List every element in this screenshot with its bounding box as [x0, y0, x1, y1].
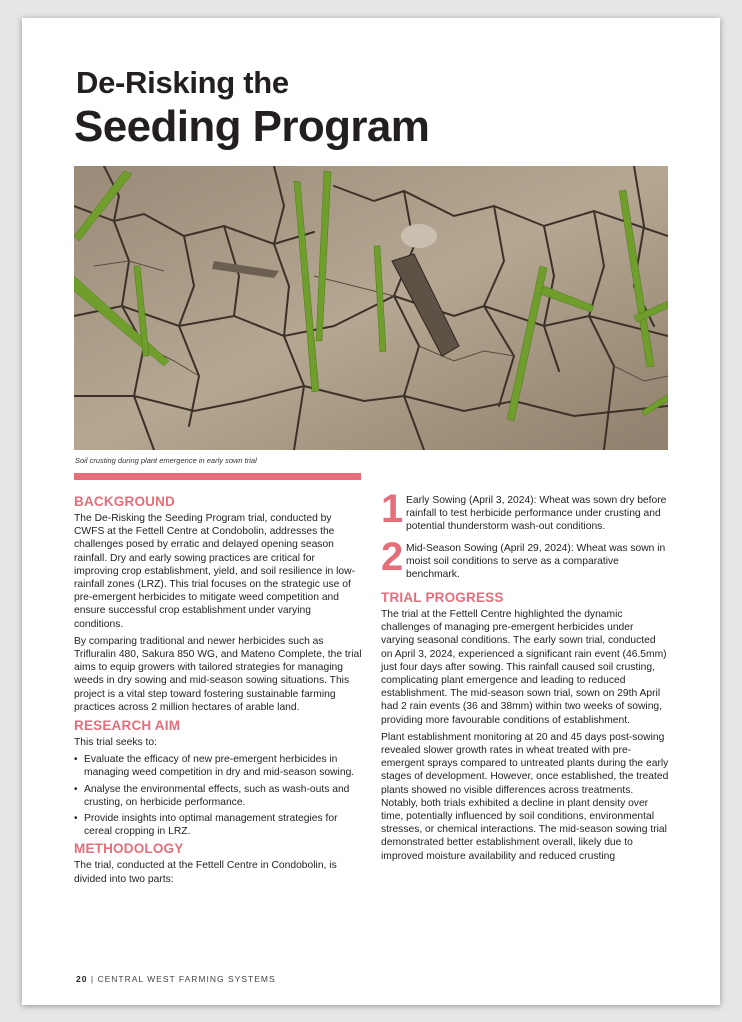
list-item-text: Evaluate the efficacy of new pre-emergent herbicides in managing weed competition in dry and mid-season sowing.: [84, 754, 355, 779]
step-text: Early Sowing (April 3, 2024): Wheat was sown dry before rainfall to test herbicide performance under crusting and potential thunderstorm wash-out conditions.: [406, 495, 667, 533]
bullet-icon: •: [74, 813, 78, 825]
research-aim-heading: RESEARCH AIM: [74, 718, 181, 734]
step-2: [381, 535, 669, 582]
research-aim-intro: This trial seeks to:: [74, 737, 157, 749]
page-number: 20: [76, 974, 88, 984]
step-text: Mid-Season Sowing (April 29, 2024): Wheat was sown in moist soil conditions to serve as a comparative benchmark.: [406, 543, 666, 581]
step-number: 1: [381, 487, 404, 531]
photo-caption: Soil crusting during plant emergence in early sown trial: [75, 456, 257, 465]
bullet-icon: •: [74, 783, 78, 795]
step-1: [381, 487, 669, 534]
list-item: [74, 783, 362, 809]
background-heading: BACKGROUND: [74, 494, 175, 509]
document-page: [22, 18, 720, 1005]
trial-progress-paragraph-2: Plant establishment monitoring at 20 and 45 days post-sowing revealed slower growth rates in wheat treated with pre-emergent sprays compared to untreated plants during the early stages of development. However, once established, the treated plants showed no visible differences across treatments. Notably, both trials exhibited a decline in plant density over time, potentially influenced by soil conditions, environmental stresses, or chemical interactions. The mid-season sowing trial demonstrated better establishment overall, likely due to improved moisture availability and reduced crusting: [381, 731, 669, 862]
title-line-2: Seeding Program: [74, 102, 430, 151]
research-aim-list: [74, 753, 362, 838]
step-number: 2: [381, 535, 404, 579]
footer-separator: |: [90, 974, 95, 984]
list-item: [74, 753, 362, 779]
methodology-heading: METHODOLOGY: [74, 841, 184, 857]
publication-name: CENTRAL WEST FARMING SYSTEMS: [97, 974, 276, 984]
list-item: [74, 812, 362, 838]
trial-progress-heading: TRIAL PROGRESS: [381, 590, 504, 605]
trial-progress-paragraph-1: The trial at the Fettell Centre highlighted the dynamic challenges of managing pre-emergent herbicides under varying seasonal conditions. The early sown trial, conducted on April 3, 2024, experienced a significant rain event (46.5mm) just four days after sowing. This rainfall caused soil crusting, complicating plant emergence and leading to reduced establishment. The mid-season sown trial, sown on 29th April had 2 rain events (36 and 38mm) within two weeks of sowing, providing more favourable conditions of establishment.: [381, 609, 667, 726]
background-paragraph-1: The De-Risking the Seeding Program trial, conducted by CWFS at the Fettell Centre at Condobolin, addresses the challenges posed by erratic and delayed opening season rainfall. Dry and early sowing practices are critical for improving crop establishment, yield, and soil resilience in low-rainfall zones (LRZ). This trial focuses on the strategic use of pre-emergent herbicides to mitigate weed competition and ensure successful crop establishment under varying conditions.: [74, 513, 356, 630]
title-line-1: De-Risking the: [76, 65, 289, 100]
accent-rule: [74, 473, 361, 480]
bullet-icon: •: [74, 754, 78, 766]
background-paragraph-2: By comparing traditional and newer herbicides such as Trifluralin 480, Sakura 850 WG, and Mateno Complete, the trial aims to equip growers with tailored strategies for managing weeds in dry sowing and mid-season sowing situations. This project is a vital step toward fostering sustainable farming practices across 2 million hectares of arable land.: [74, 635, 362, 713]
soil-crusting-photo: [74, 166, 668, 450]
methodology-paragraph: The trial, conducted at the Fettell Centre in Condobolin, is divided into two parts:: [74, 860, 337, 885]
page-footer: [76, 974, 276, 984]
list-item-text: Analyse the environmental effects, such as wash-outs and crusting, on herbicide performance.: [84, 783, 350, 808]
list-item-text: Provide insights into optimal management strategies for cereal cropping in LRZ.: [84, 813, 338, 838]
left-column: [74, 494, 362, 890]
right-column: [381, 487, 669, 867]
